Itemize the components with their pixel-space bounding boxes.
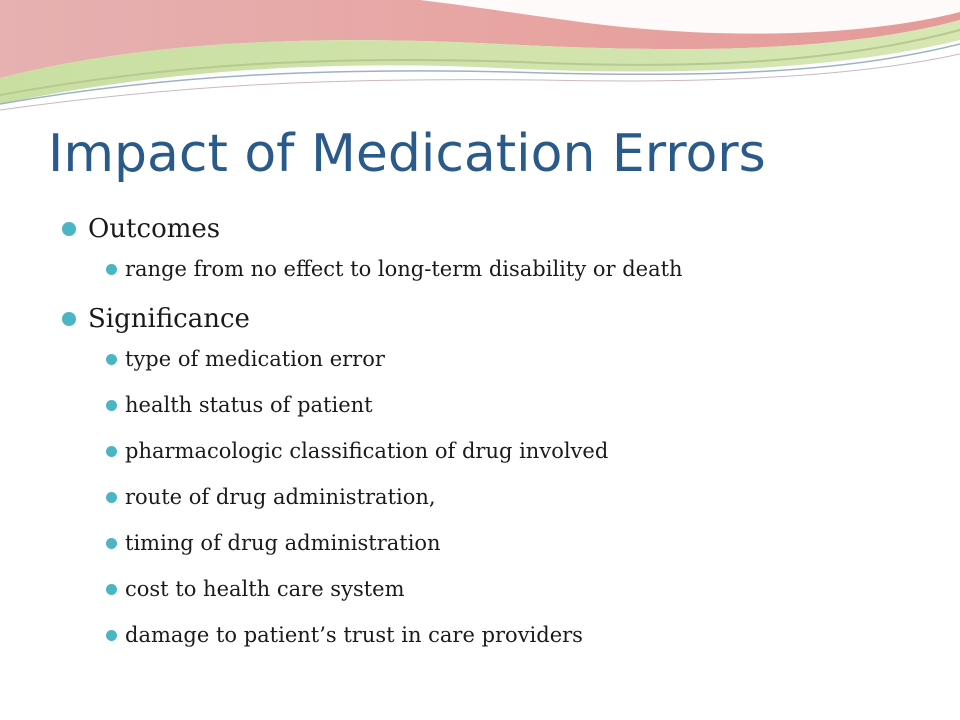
list-item	[88, 390, 920, 420]
outcomes-sub-list	[88, 254, 920, 284]
bullet-dot	[106, 446, 117, 457]
list-item-text: route of drug administration,	[125, 485, 436, 509]
list-item	[88, 482, 920, 512]
bullet-dot	[106, 630, 117, 641]
list-item	[88, 574, 920, 604]
list-item	[88, 620, 920, 650]
section-heading: Significance	[88, 304, 250, 334]
bullet-dot	[62, 222, 76, 236]
list-item-text: range from no effect to long-term disability or death	[125, 257, 683, 281]
bullet-dot	[106, 492, 117, 503]
list-item	[88, 344, 920, 374]
bullet-dot	[106, 354, 117, 365]
bullet-dot	[106, 584, 117, 595]
list-item-text: cost to health care system	[125, 577, 405, 601]
significance-sub-list	[88, 344, 920, 650]
bullet-dot	[106, 538, 117, 549]
bullet-dot	[62, 312, 76, 326]
list-item	[88, 254, 920, 284]
bullet-list	[60, 210, 920, 666]
slide-title: Impact of Medication Errors	[48, 124, 766, 184]
section-outcomes	[60, 210, 920, 284]
section-heading: Outcomes	[88, 214, 221, 244]
list-item-text: type of medication error	[125, 347, 385, 371]
decorative-wave-banner	[0, 0, 960, 130]
bullet-dot	[106, 400, 117, 411]
section-significance	[60, 300, 920, 650]
list-item-text: timing of drug administration	[125, 531, 441, 555]
list-item	[88, 528, 920, 558]
list-item	[88, 436, 920, 466]
bullet-dot	[106, 264, 117, 275]
list-item-text: damage to patient’s trust in care providers	[125, 623, 583, 647]
list-item-text: pharmacologic classification of drug involved	[125, 439, 609, 463]
list-item-text: health status of patient	[125, 393, 373, 417]
